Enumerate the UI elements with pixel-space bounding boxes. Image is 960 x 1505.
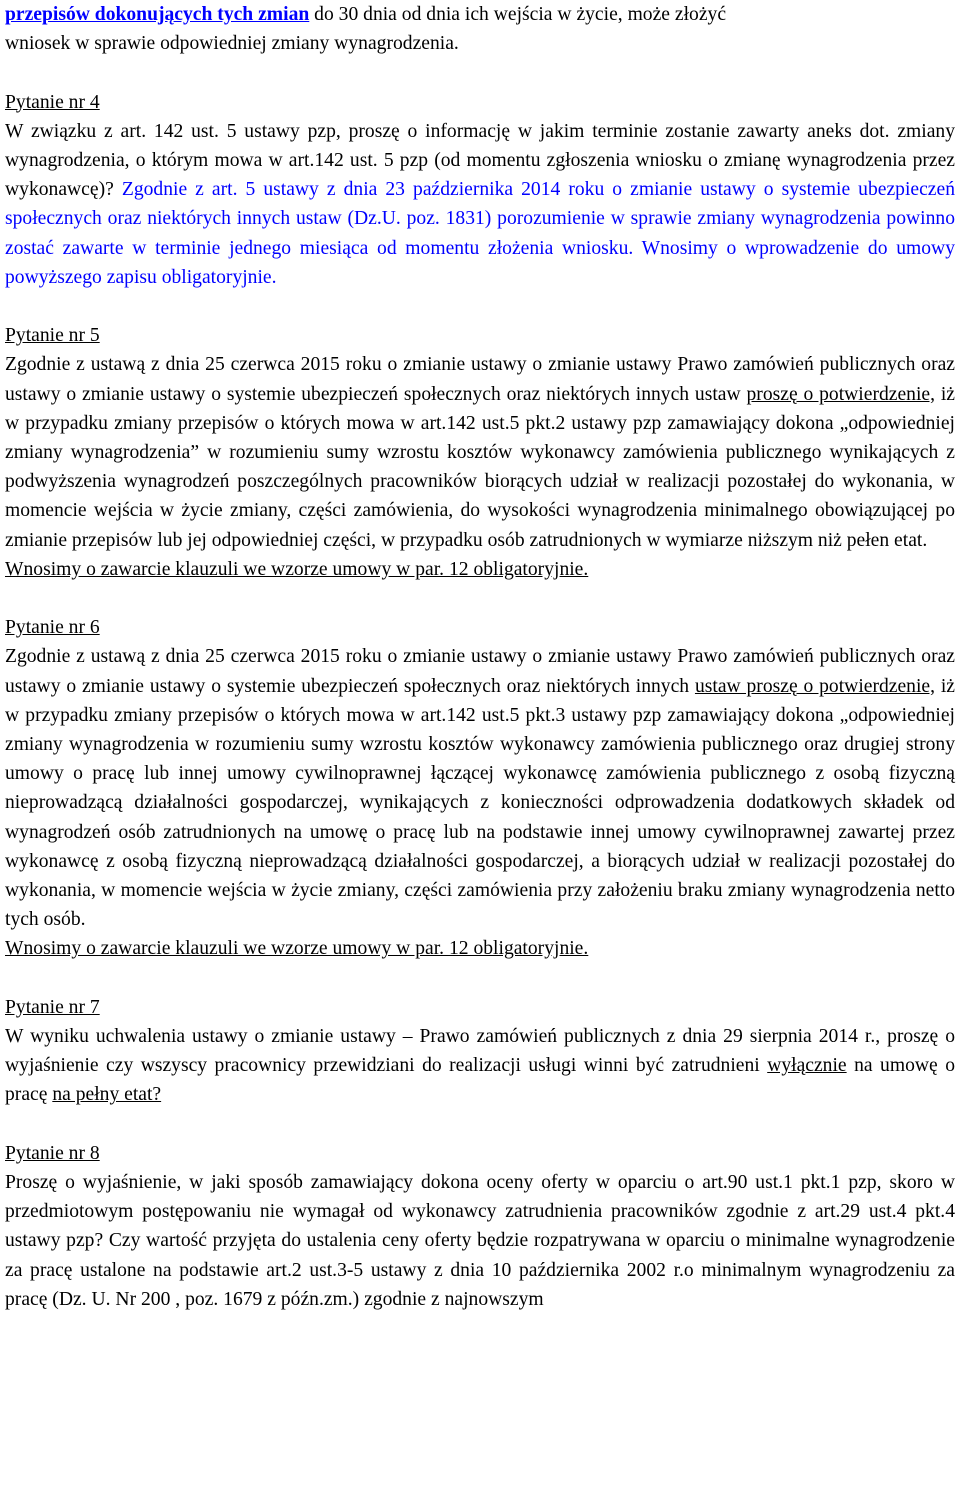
intro-emphasis: przepisów dokonujących tych zmian: [5, 4, 310, 25]
question-5-heading: Pytanie nr 5: [5, 325, 100, 347]
question-7-body: W wyniku uchwalenia ustawy o zmianie ustawy – Prawo zamówień publicznych z dnia 29 sierpnia 2014 r., proszę o wyjaśnienie czy wszyscy pracownicy przewidziani do realizacji usługi winni być zatrudnieni wyłącznie na umowę o pracę na pełny etat?: [5, 1026, 955, 1106]
question-8-body: Proszę o wyjaśnienie, w jaki sposób zamawiający dokona oceny oferty w oparciu o art.90 ust.1 pkt.1 pzp, skoro w przedmiotowym postępowaniu nie wymagał od wykonawcy zatrudnienia pracowników zgodnie z art.29 ust.4 pkt.4 ustawy pzp? Czy wartość przyjęta do ustalenia ceny oferty będzie rozpatrywana w oparciu o minimalne wynagrodzenie za pracę ustalone na podstawie art.2 ust.3-5 ustawy z dnia 10 października 2002 r.o minimalnym wynagrodzeniu za pracę (Dz. U. Nr 200 , poz. 1679 z późn.zm.) zgodnie z najnowszym: [5, 1172, 955, 1310]
question-6-heading: Pytanie nr 6: [5, 617, 100, 639]
intro-line-1: [5, 0, 955, 29]
question-6-body: Zgodnie z ustawą z dnia 25 czerwca 2015 roku o zmianie ustawy o zmianie ustawy Prawo zamówień publicznych oraz ustawy o zmianie ustawy o systemie ubezpieczeń społecznych oraz niektórych innych ustaw proszę o potwierdzenie, iż w przypadku zmiany przepisów o których mowa w art.142 ust.5 pkt.3 ustawy pzp zamawiający dokona „odpowiedniej zmiany wynagrodzenia w rozumieniu sumy wzrostu kosztów wykonawcy zamówienia publicznego oraz drugiej strony umowy o pracę lub innej umowy cywilnoprawnej łączącej wykonawcę zamówienia publicznego z osobą fizyczną nieprowadzącą działalności gospodarczej, wynikających z konieczności odprowadzenia dodatkowych składek od wynagrodzeń osób zatrudnionych na umowę o pracę lub na podstawie innej umowy cywilnoprawnej zawartej przez wykonawcę z osobą fizyczną nieprowadzącą działalności gospodarczej, a biorących udział w realizacji pozostałej do wykonania, w momencie wejścia w życie zmiany, części zamówienia przy założeniu braku zmiany wynagrodzenia netto tych osób.: [5, 646, 955, 931]
intro-text-1: do 30 dnia od dnia ich wejścia w życie, może złożyć: [309, 4, 727, 25]
intro-line-2: wniosek w sprawie odpowiedniej zmiany wynagrodzenia.: [5, 33, 459, 55]
question-7-emphasis-fulltime: na pełny etat?: [52, 1084, 162, 1106]
question-5-body: Zgodnie z ustawą z dnia 25 czerwca 2015 roku o zmianie ustawy o zmianie ustawy Prawo zamówień publicznych oraz ustawy o zmianie ustawy o systemie ubezpieczeń społecznych oraz niektórych innych ustaw proszę o potwierdzenie, iż w przypadku zmiany przepisów o których mowa w art.142 ust.5 pkt.2 ustawy pzp zamawiający dokona „odpowiedniej zmiany wynagrodzenia” w rozumieniu sumy wzrostu kosztów wykonawcy zamówienia publicznego wynikających z podwyższenia wynagrodzeń poszczególnych pracowników biorących udział w realizacji pozostałej do wykonania, w momencie wejścia w życie zmiany, części zamówienia, do wysokości wynagrodzenia minimalnego obowiązującej po zmianie przepisów lub jej odpowiedniej części, w przypadku osób zatrudnionych w wymiarze niższym niż pełen etat.: [5, 354, 955, 551]
question-7-heading: Pytanie nr 7: [5, 996, 100, 1018]
document-page: [5, 0, 955, 1314]
question-8-heading: Pytanie nr 8: [5, 1142, 100, 1164]
question-6-request: Wnosimy o zawarcie klauzuli we wzorze umowy w par. 12 obligatoryjnie.: [5, 938, 589, 960]
question-4-text: W związku z art. 142 ust. 5 ustawy pzp, proszę o informację w jakim terminie zostanie zawarty aneks dot. zmiany wynagrodzenia, o którym mowa w art.142 ust. 5 pzp (od momentu zgłoszenia wniosku o zmianę wynagrodzenia przez wykonawcę)?: [5, 120, 955, 201]
question-7-emphasis-exclusively: wyłącznie: [767, 1055, 847, 1077]
question-4-body: [5, 117, 955, 292]
question-4-answer: Zgodnie z art. 5 ustawy z dnia 23 października 2014 roku o zmianie ustawy o systemie ubezpieczeń społecznych oraz niektórych innych ustaw (Dz.U. poz. 1831) porozumienie w sprawie zmiany wynagrodzenia powinno zostać zawarte w terminie jednego miesiąca od momentu złożenia wniosku. Wnosimy o wprowadzenie do umowy powyższego zapisu obligatoryjnie.: [5, 179, 955, 288]
question-5-request: Wnosimy o zawarcie klauzuli we wzorze umowy w par. 12 obligatoryjnie.: [5, 558, 589, 580]
question-6-emphasis: ustaw proszę o potwierdzenie,: [694, 675, 936, 697]
question-5-emphasis: proszę o potwierdzenie,: [746, 383, 935, 405]
question-4-heading: Pytanie nr 4: [5, 91, 100, 113]
